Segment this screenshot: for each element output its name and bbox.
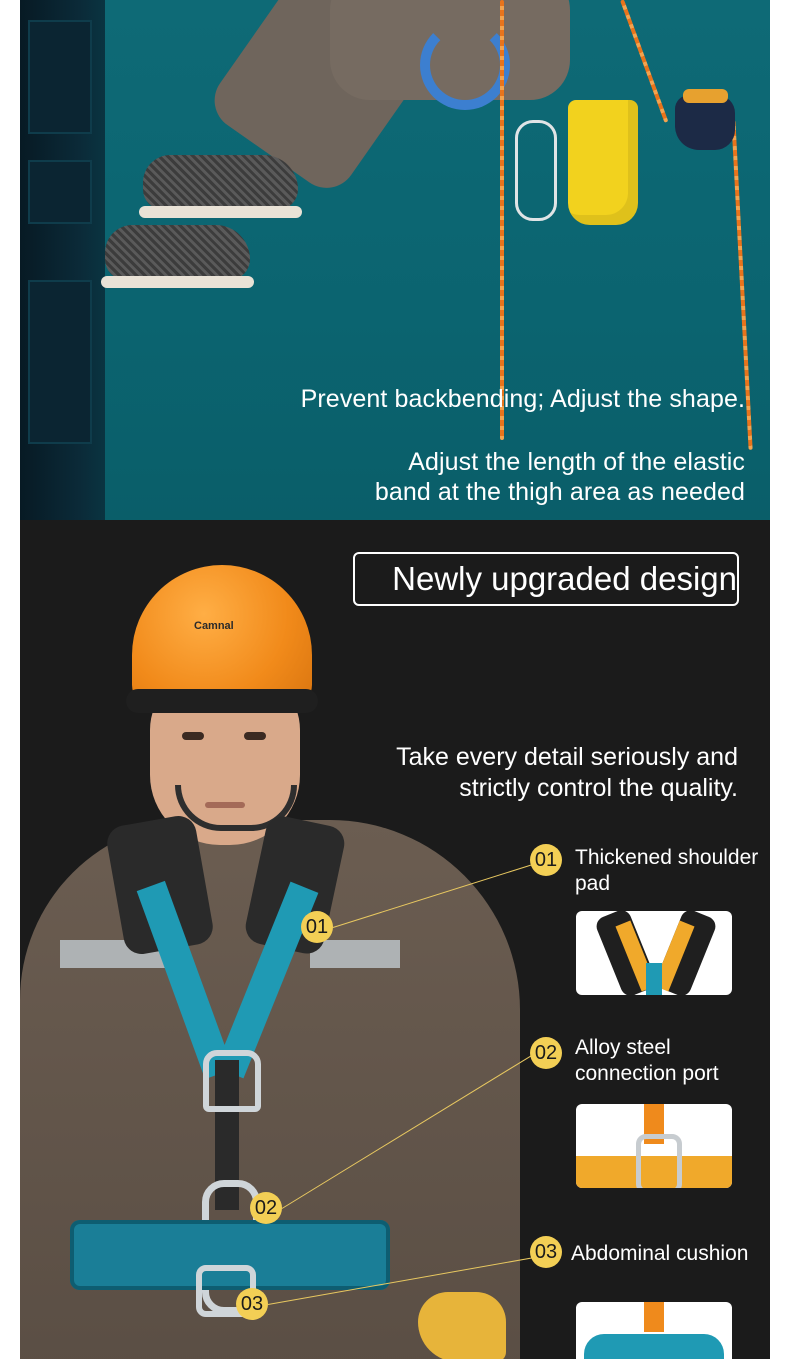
helmet-logo: Camnal (194, 620, 234, 632)
building-image (20, 0, 105, 520)
feature-label-line: Thickened shoulder (575, 846, 759, 869)
caption-line: band at the thigh area as needed (374, 478, 745, 506)
glove (675, 95, 735, 150)
shoe (143, 155, 298, 210)
caption-line: Adjust the length of the elastic (408, 448, 745, 476)
feature-number-03: 03 (530, 1236, 562, 1268)
carabiner (515, 120, 557, 221)
feature-label-line: pad (575, 872, 611, 895)
feature-label-01 (575, 845, 758, 897)
connection-port-thumbnail (576, 1104, 732, 1188)
shoe (105, 225, 250, 280)
feature-label-line: Alloy steel (575, 1036, 671, 1059)
hero-teal-section (20, 0, 770, 520)
marker-01: 01 (301, 911, 333, 943)
yellow-bag (568, 100, 638, 225)
shoulder-pad-thumbnail (576, 911, 732, 995)
reflective-stripe (310, 940, 400, 968)
feature-label-02 (575, 1035, 719, 1087)
caption-backbending: Prevent backbending; Adjust the shape. (300, 385, 745, 413)
detail-dark-section (20, 520, 770, 1359)
eye (244, 732, 266, 740)
subtitle-line: Take every detail seriously and (396, 743, 738, 771)
marker-02: 02 (250, 1192, 282, 1224)
feature-label-03 (571, 1241, 748, 1267)
subtitle-line: strictly control the quality. (459, 774, 738, 802)
helmet (132, 565, 312, 705)
feature-label-line: connection port (575, 1062, 719, 1085)
window-pane (28, 280, 92, 444)
section-title: Newly upgraded design (392, 560, 737, 597)
window-pane (28, 160, 92, 224)
subtitle (396, 742, 738, 804)
rope (500, 0, 504, 440)
marker-03: 03 (236, 1288, 268, 1320)
abdominal-cushion-thumbnail (576, 1302, 732, 1359)
feature-number-02: 02 (530, 1037, 562, 1069)
title-badge (353, 552, 739, 606)
eye (182, 732, 204, 740)
caption-elastic-band (375, 447, 745, 507)
window-pane (28, 20, 92, 134)
feature-label-line: Abdominal cushion (571, 1242, 749, 1265)
thigh-band (420, 20, 510, 110)
glove (418, 1292, 506, 1359)
d-ring (203, 1050, 261, 1112)
feature-number-01: 01 (530, 844, 562, 876)
